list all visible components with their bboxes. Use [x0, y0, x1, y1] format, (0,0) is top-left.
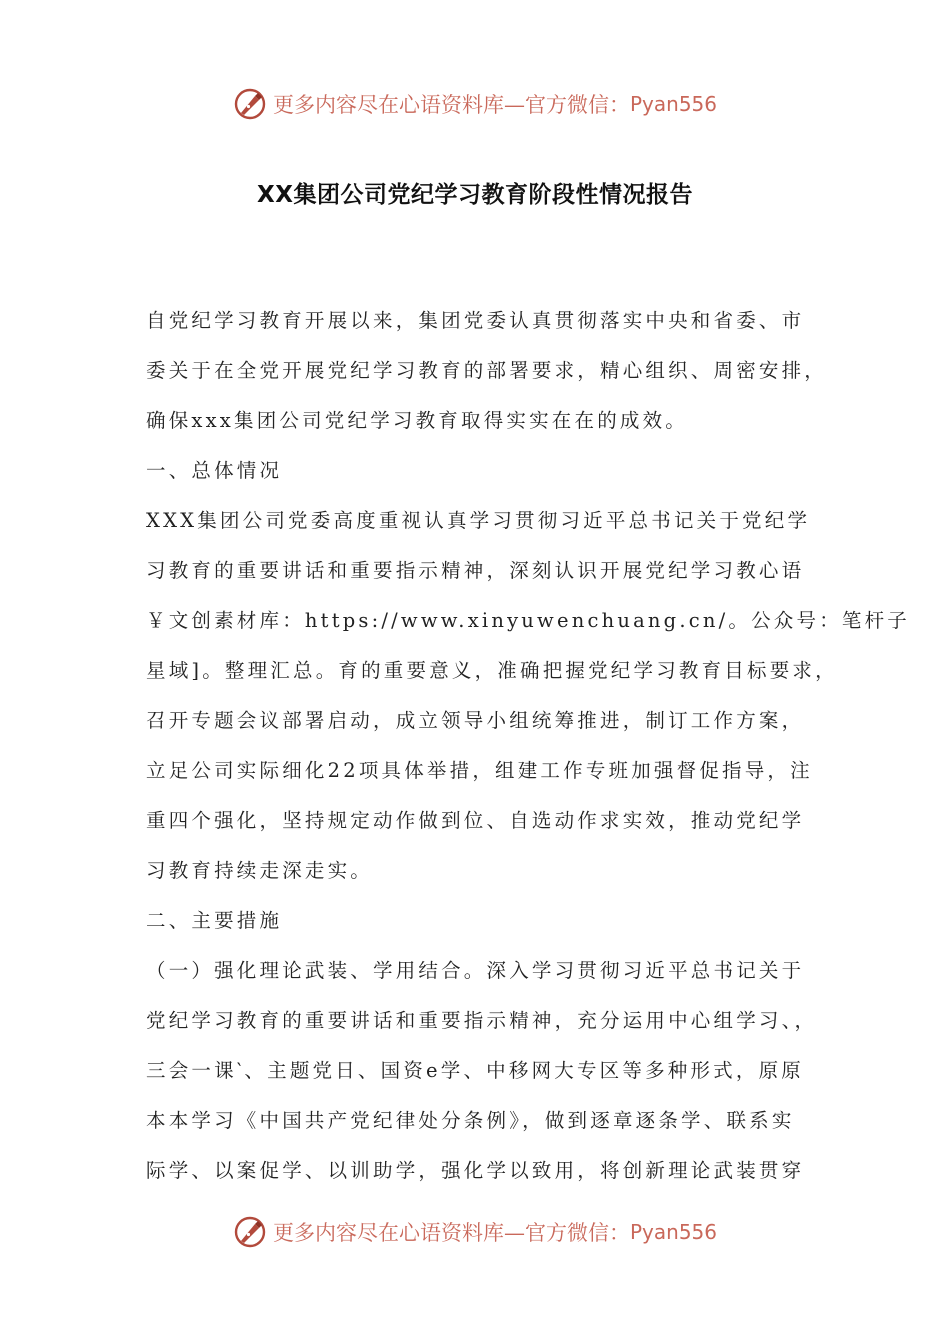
text-line: 自党纪学习教育开展以来，集团党委认真贯彻落实中央和省委、市 — [146, 309, 805, 332]
text-line: 重四个强化，坚持规定动作做到位、自选动作求实效，推动党纪学 — [146, 809, 805, 832]
text-line: 星域]。整理汇总。育的重要意义，准确把握党纪学习教育目标要求， — [146, 659, 838, 682]
footer-watermark — [0, 1212, 950, 1252]
section-heading: 一、总体情况 — [146, 459, 283, 482]
text-line: 委关于在全党开展党纪学习教育的部署要求，精心组织、周密安排， — [146, 359, 828, 382]
text-line: 召开专题会议部署启动，成立领导小组统筹推进，制订工作方案， — [146, 709, 805, 732]
document-title: XX集团公司党纪学习教育阶段性情况报告 — [257, 182, 693, 208]
watermark-code: Pyan556 — [629, 92, 717, 116]
watermark-text: 更多内容尽在心语资料库—官方微信： — [272, 93, 630, 117]
pen-nib-logo-icon — [233, 87, 267, 121]
watermark-text: 更多内容尽在心语资料库—官方微信： — [272, 1221, 630, 1245]
text-line: （一）强化理论武装、学用结合。深入学习贯彻习近平总书记关于 — [146, 959, 805, 982]
text-line: XXX集团公司党委高度重视认真学习贯彻习近平总书记关于党纪学 — [146, 509, 811, 532]
text-line: 习教育持续走深走实。 — [146, 859, 374, 882]
pen-nib-logo-icon — [233, 1215, 267, 1249]
text-line: 本本学习《中国共产党纪律处分条例》，做到逐章逐条学、联系实 — [146, 1109, 795, 1132]
text-line: 三会一课‵、主题党日、国资e学、中移网大专区等多种形式，原原 — [146, 1059, 804, 1082]
text-line: 立足公司实际细化22项具体举措，组建工作专班加强督促指导，注 — [146, 759, 813, 782]
section-heading: 二、主要措施 — [146, 909, 283, 932]
watermark-code: Pyan556 — [629, 1220, 717, 1244]
text-line: 际学、以案促学、以训助学，强化学以致用，将创新理论武装贯穿 — [146, 1159, 805, 1182]
text-line: 习教育的重要讲话和重要指示精神，深刻认识开展党纪学习教心语 — [146, 559, 805, 582]
text-line: ￥文创素材库：https://www.xinyuwenchuang.cn/。公众号：笔杆子 — [146, 609, 911, 632]
text-line: 确保xxx集团公司党纪学习教育取得实实在在的成效。 — [146, 409, 688, 432]
text-line: 党纪学习教育的重要讲话和重要指示精神，充分运用中心组学习、， — [146, 1009, 818, 1032]
header-watermark — [0, 84, 950, 124]
document-body — [146, 296, 911, 1196]
